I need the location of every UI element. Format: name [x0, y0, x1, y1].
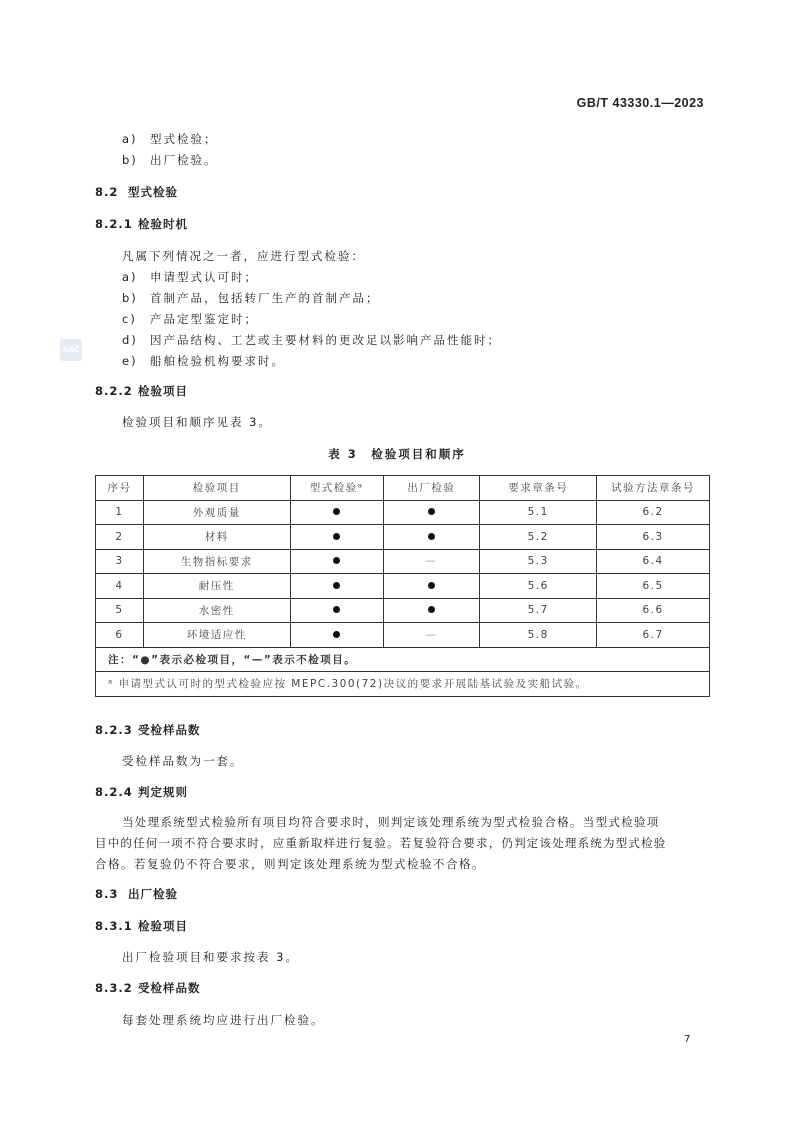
item-text: 船舶检验机构要求时。 — [150, 354, 285, 368]
required-dot-icon — [428, 582, 435, 589]
cell-req: 5.3 — [480, 549, 597, 574]
list-item — [122, 290, 380, 306]
item-label: b) — [122, 153, 138, 167]
table-footnote: ᵃ 申请型式认可时的型式检验应按 MEPC.300(72)决议的要求开展陆基试验及实船试验。 — [96, 672, 710, 697]
column-header: 序号 — [96, 476, 144, 501]
table-row — [96, 623, 710, 648]
item-text: 出厂检验。 — [150, 153, 218, 167]
cell-item: 耐压性 — [143, 574, 290, 599]
cell-no: 6 — [96, 623, 144, 648]
item-text: 因产品结构、工艺或主要材料的更改足以影响产品性能时； — [150, 333, 501, 347]
section-heading — [95, 184, 178, 200]
section-number: 8.3.1 — [95, 919, 133, 933]
section-heading — [95, 722, 201, 738]
section-title: 检验项目 — [138, 384, 188, 398]
document-id: GB/T 43330.1—2023 — [576, 96, 704, 110]
sac-logo: SAC — [60, 339, 82, 361]
cell-factory — [383, 525, 480, 550]
required-dot-icon — [333, 606, 340, 613]
section-number: 8.2 — [95, 185, 119, 199]
section-title: 型式检验 — [128, 185, 178, 199]
table-header-row — [96, 476, 710, 501]
item-label: c) — [122, 312, 137, 326]
list-item — [122, 269, 258, 285]
cell-method: 6.5 — [597, 574, 710, 599]
cell-item: 水密性 — [143, 598, 290, 623]
paragraph-line: 合格。若复验仍不符合要求，则判定该处理系统为型式检验不合格。 — [95, 857, 485, 871]
section-number: 8.2.3 — [95, 723, 133, 737]
paragraph-line: 目中的任何一项不符合要求时，应重新取样进行复验。若复验符合要求，仍判定该处理系统为型式检验 — [95, 836, 667, 850]
table-row — [96, 574, 710, 599]
section-title: 判定规则 — [138, 785, 188, 799]
section-heading — [95, 886, 178, 902]
cell-req: 5.7 — [480, 598, 597, 623]
cell-type — [290, 598, 383, 623]
table-caption: 表 3 检验项目和顺序 — [328, 447, 466, 461]
item-label: d) — [122, 333, 138, 347]
paragraph: 每套处理系统均应进行出厂检验。 — [122, 1013, 325, 1027]
required-dot-icon — [333, 533, 340, 540]
table-footnote-row — [96, 672, 710, 697]
paragraph-line: 当处理系统型式检验所有项目均符合要求时，则判定该处理系统为型式检验合格。当型式检验项 — [122, 815, 660, 829]
paragraph: 凡属下列情况之一者，应进行型式检验： — [122, 249, 365, 263]
column-header: 要求章条号 — [480, 476, 597, 501]
table-row — [96, 525, 710, 550]
page-number: 7 — [684, 1034, 693, 1045]
section-title: 检验时机 — [138, 217, 188, 231]
column-header: 检验项目 — [143, 476, 290, 501]
cell-type — [290, 623, 383, 648]
cell-type — [290, 525, 383, 550]
cell-method: 6.3 — [597, 525, 710, 550]
cell-req: 5.1 — [480, 500, 597, 525]
item-text: 产品定型鉴定时； — [150, 312, 258, 326]
cell-no: 4 — [96, 574, 144, 599]
section-title: 受检样品数 — [138, 723, 201, 737]
cell-item: 外观质量 — [143, 500, 290, 525]
required-dot-icon — [428, 606, 435, 613]
cell-no: 3 — [96, 549, 144, 574]
list-item — [122, 353, 285, 369]
cell-method: 6.7 — [597, 623, 710, 648]
cell-factory — [383, 598, 480, 623]
paragraph: 出厂检验项目和要求按表 3。 — [122, 950, 299, 964]
cell-no: 2 — [96, 525, 144, 550]
cell-no: 1 — [96, 500, 144, 525]
section-title: 出厂检验 — [128, 887, 178, 901]
item-label: a) — [122, 132, 138, 146]
required-dot-icon — [333, 582, 340, 589]
cell-method: 6.6 — [597, 598, 710, 623]
required-dot-icon — [428, 533, 435, 540]
section-heading — [95, 918, 188, 934]
list-item — [122, 311, 258, 327]
cell-factory: — — [383, 623, 480, 648]
cell-factory — [383, 500, 480, 525]
section-number: 8.3 — [95, 887, 119, 901]
paragraph: 受检样品数为一套。 — [122, 754, 244, 768]
required-dot-icon — [428, 508, 435, 515]
inspection-table — [95, 475, 710, 697]
item-label: a) — [122, 270, 138, 284]
section-number: 8.3.2 — [95, 981, 133, 995]
section-number: 8.2.4 — [95, 785, 133, 799]
cell-item: 环境适应性 — [143, 623, 290, 648]
table-row — [96, 598, 710, 623]
table-row — [96, 500, 710, 525]
section-number: 8.2.1 — [95, 217, 133, 231]
table-row — [96, 549, 710, 574]
column-header: 型式检验ᵃ — [290, 476, 383, 501]
section-heading — [95, 784, 188, 800]
section-title: 受检样品数 — [138, 981, 201, 995]
cell-item: 材料 — [143, 525, 290, 550]
cell-req: 5.8 — [480, 623, 597, 648]
cell-req: 5.2 — [480, 525, 597, 550]
item-label: b) — [122, 291, 138, 305]
section-heading — [95, 216, 188, 232]
list-item — [122, 332, 501, 348]
table-note-row — [96, 647, 710, 672]
column-header: 试验方法章条号 — [597, 476, 710, 501]
section-heading — [95, 980, 201, 996]
cell-method: 6.4 — [597, 549, 710, 574]
item-text: 申请型式认可时； — [150, 270, 258, 284]
cell-req: 5.6 — [480, 574, 597, 599]
cell-type — [290, 549, 383, 574]
table-note: 注：“●”表示必检项目，“—”表示不检项目。 — [96, 647, 710, 672]
section-title: 检验项目 — [138, 919, 188, 933]
column-header: 出厂检验 — [383, 476, 480, 501]
cell-factory — [383, 574, 480, 599]
section-number: 8.2.2 — [95, 384, 133, 398]
paragraph: 检验项目和顺序见表 3。 — [122, 415, 272, 429]
item-text: 首制产品，包括转厂生产的首制产品； — [150, 291, 380, 305]
item-text: 型式检验； — [150, 132, 218, 146]
cell-item: 生物指标要求 — [143, 549, 290, 574]
cell-type — [290, 500, 383, 525]
cell-no: 5 — [96, 598, 144, 623]
item-label: e) — [122, 354, 138, 368]
cell-type — [290, 574, 383, 599]
cell-method: 6.2 — [597, 500, 710, 525]
required-dot-icon — [333, 508, 340, 515]
required-dot-icon — [333, 631, 340, 638]
section-heading — [95, 383, 188, 399]
list-item — [122, 152, 218, 168]
list-item — [122, 131, 218, 147]
cell-factory: — — [383, 549, 480, 574]
required-dot-icon — [333, 557, 340, 564]
